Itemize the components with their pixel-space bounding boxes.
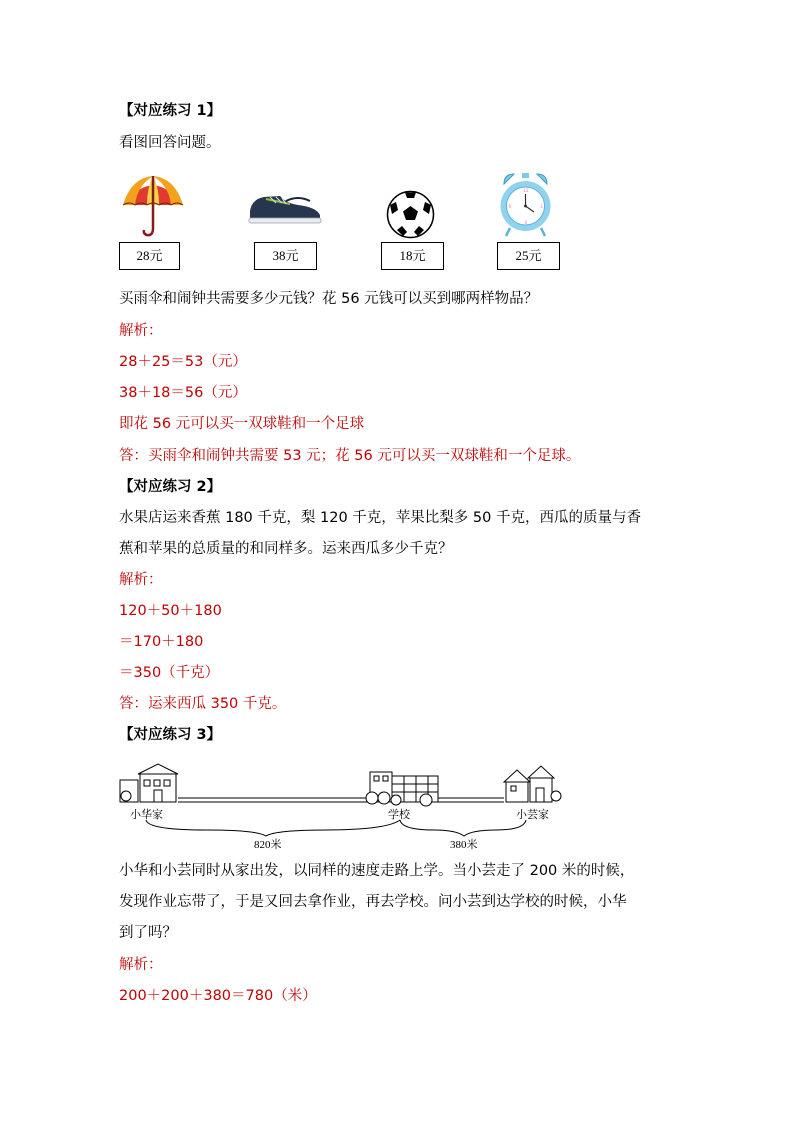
distance-left: 820米: [254, 839, 282, 850]
exercise1-step-2: 38＋18＝56（元）: [119, 385, 247, 401]
price-tag-umbrella: 28元: [119, 242, 180, 270]
exercise3-step-1: 200＋200＋380＝780（米）: [119, 988, 317, 1004]
svg-text:3: 3: [540, 204, 543, 209]
exercise1-instruction: 看图回答问题。: [119, 135, 221, 151]
label-home-hua: 小华家: [130, 809, 163, 821]
exercise3-analysis-label: 解析：: [119, 957, 163, 973]
exercise3-question-line-1: 小华和小芸同时从家出发，以同样的速度走路上学。当小芸走了 200 米的时候，: [119, 863, 635, 879]
shoe-icon: [246, 191, 324, 227]
label-home-yun: 小芸家: [516, 809, 549, 821]
school-building-icon: [366, 772, 438, 806]
brace-right: [400, 820, 526, 836]
exercise1-step-1: 28＋25＝53（元）: [119, 354, 247, 370]
exercise2-analysis-label: 解析：: [119, 572, 163, 588]
soccer-ball-icon: [386, 190, 435, 239]
exercise3-heading: 【对应练习 3】: [119, 727, 222, 743]
exercise1-question: 买雨伞和闹钟共需要多少元钱？花 56 元钱可以买到哪两样物品？: [119, 291, 539, 307]
svg-text:12: 12: [523, 188, 529, 193]
price-tag-shoe: 38元: [254, 242, 317, 270]
exercise1-heading: 【对应练习 1】: [119, 103, 222, 119]
exercise2-step-2: ＝170＋180: [119, 634, 204, 650]
exercise3-question-line-2: 发现作业忘带了，于是又回去拿作业，再去学校。问小芸到达学校的时候，小华: [119, 894, 627, 910]
exercise1-step-3: 即花 56 元可以买一双球鞋和一个足球: [119, 416, 365, 432]
svg-text:6: 6: [524, 220, 528, 225]
price-tag-soccer-ball: 18元: [381, 242, 444, 270]
brace-left: [146, 820, 400, 836]
exercise2-question-line-2: 蕉和苹果的总质量的和同样多。运来西瓜多少千克？: [119, 541, 453, 557]
svg-text:9: 9: [508, 204, 512, 209]
exercise2-heading: 【对应练习 2】: [119, 479, 222, 495]
umbrella-icon: [121, 172, 185, 238]
exercise2-step-3: ＝350（千克）: [119, 665, 220, 681]
route-map-diagram: [116, 758, 566, 850]
label-school: 学校: [388, 809, 410, 821]
exercise2-step-1: 120＋50＋180: [119, 603, 222, 619]
exercise2-question-line-1: 水果店运来香蕉 180 千克，梨 120 千克，苹果比梨多 50 千克，西瓜的质量与香: [119, 510, 641, 526]
exercise2-answer: 答：运来西瓜 350 千克。: [119, 696, 287, 712]
exercise1-analysis-label: 解析：: [119, 323, 163, 339]
house-yun-icon: [504, 766, 561, 802]
distance-right: 380米: [450, 839, 478, 850]
house-hua-icon: [120, 764, 178, 802]
exercise3-question-line-3: 到了吗？: [119, 925, 177, 941]
price-tag-alarm-clock: 25元: [497, 242, 560, 270]
alarm-clock-icon: [498, 170, 553, 238]
exercise1-answer: 答：买雨伞和闹钟共需要 53 元；花 56 元可以买一双球鞋和一个足球。: [119, 448, 581, 464]
